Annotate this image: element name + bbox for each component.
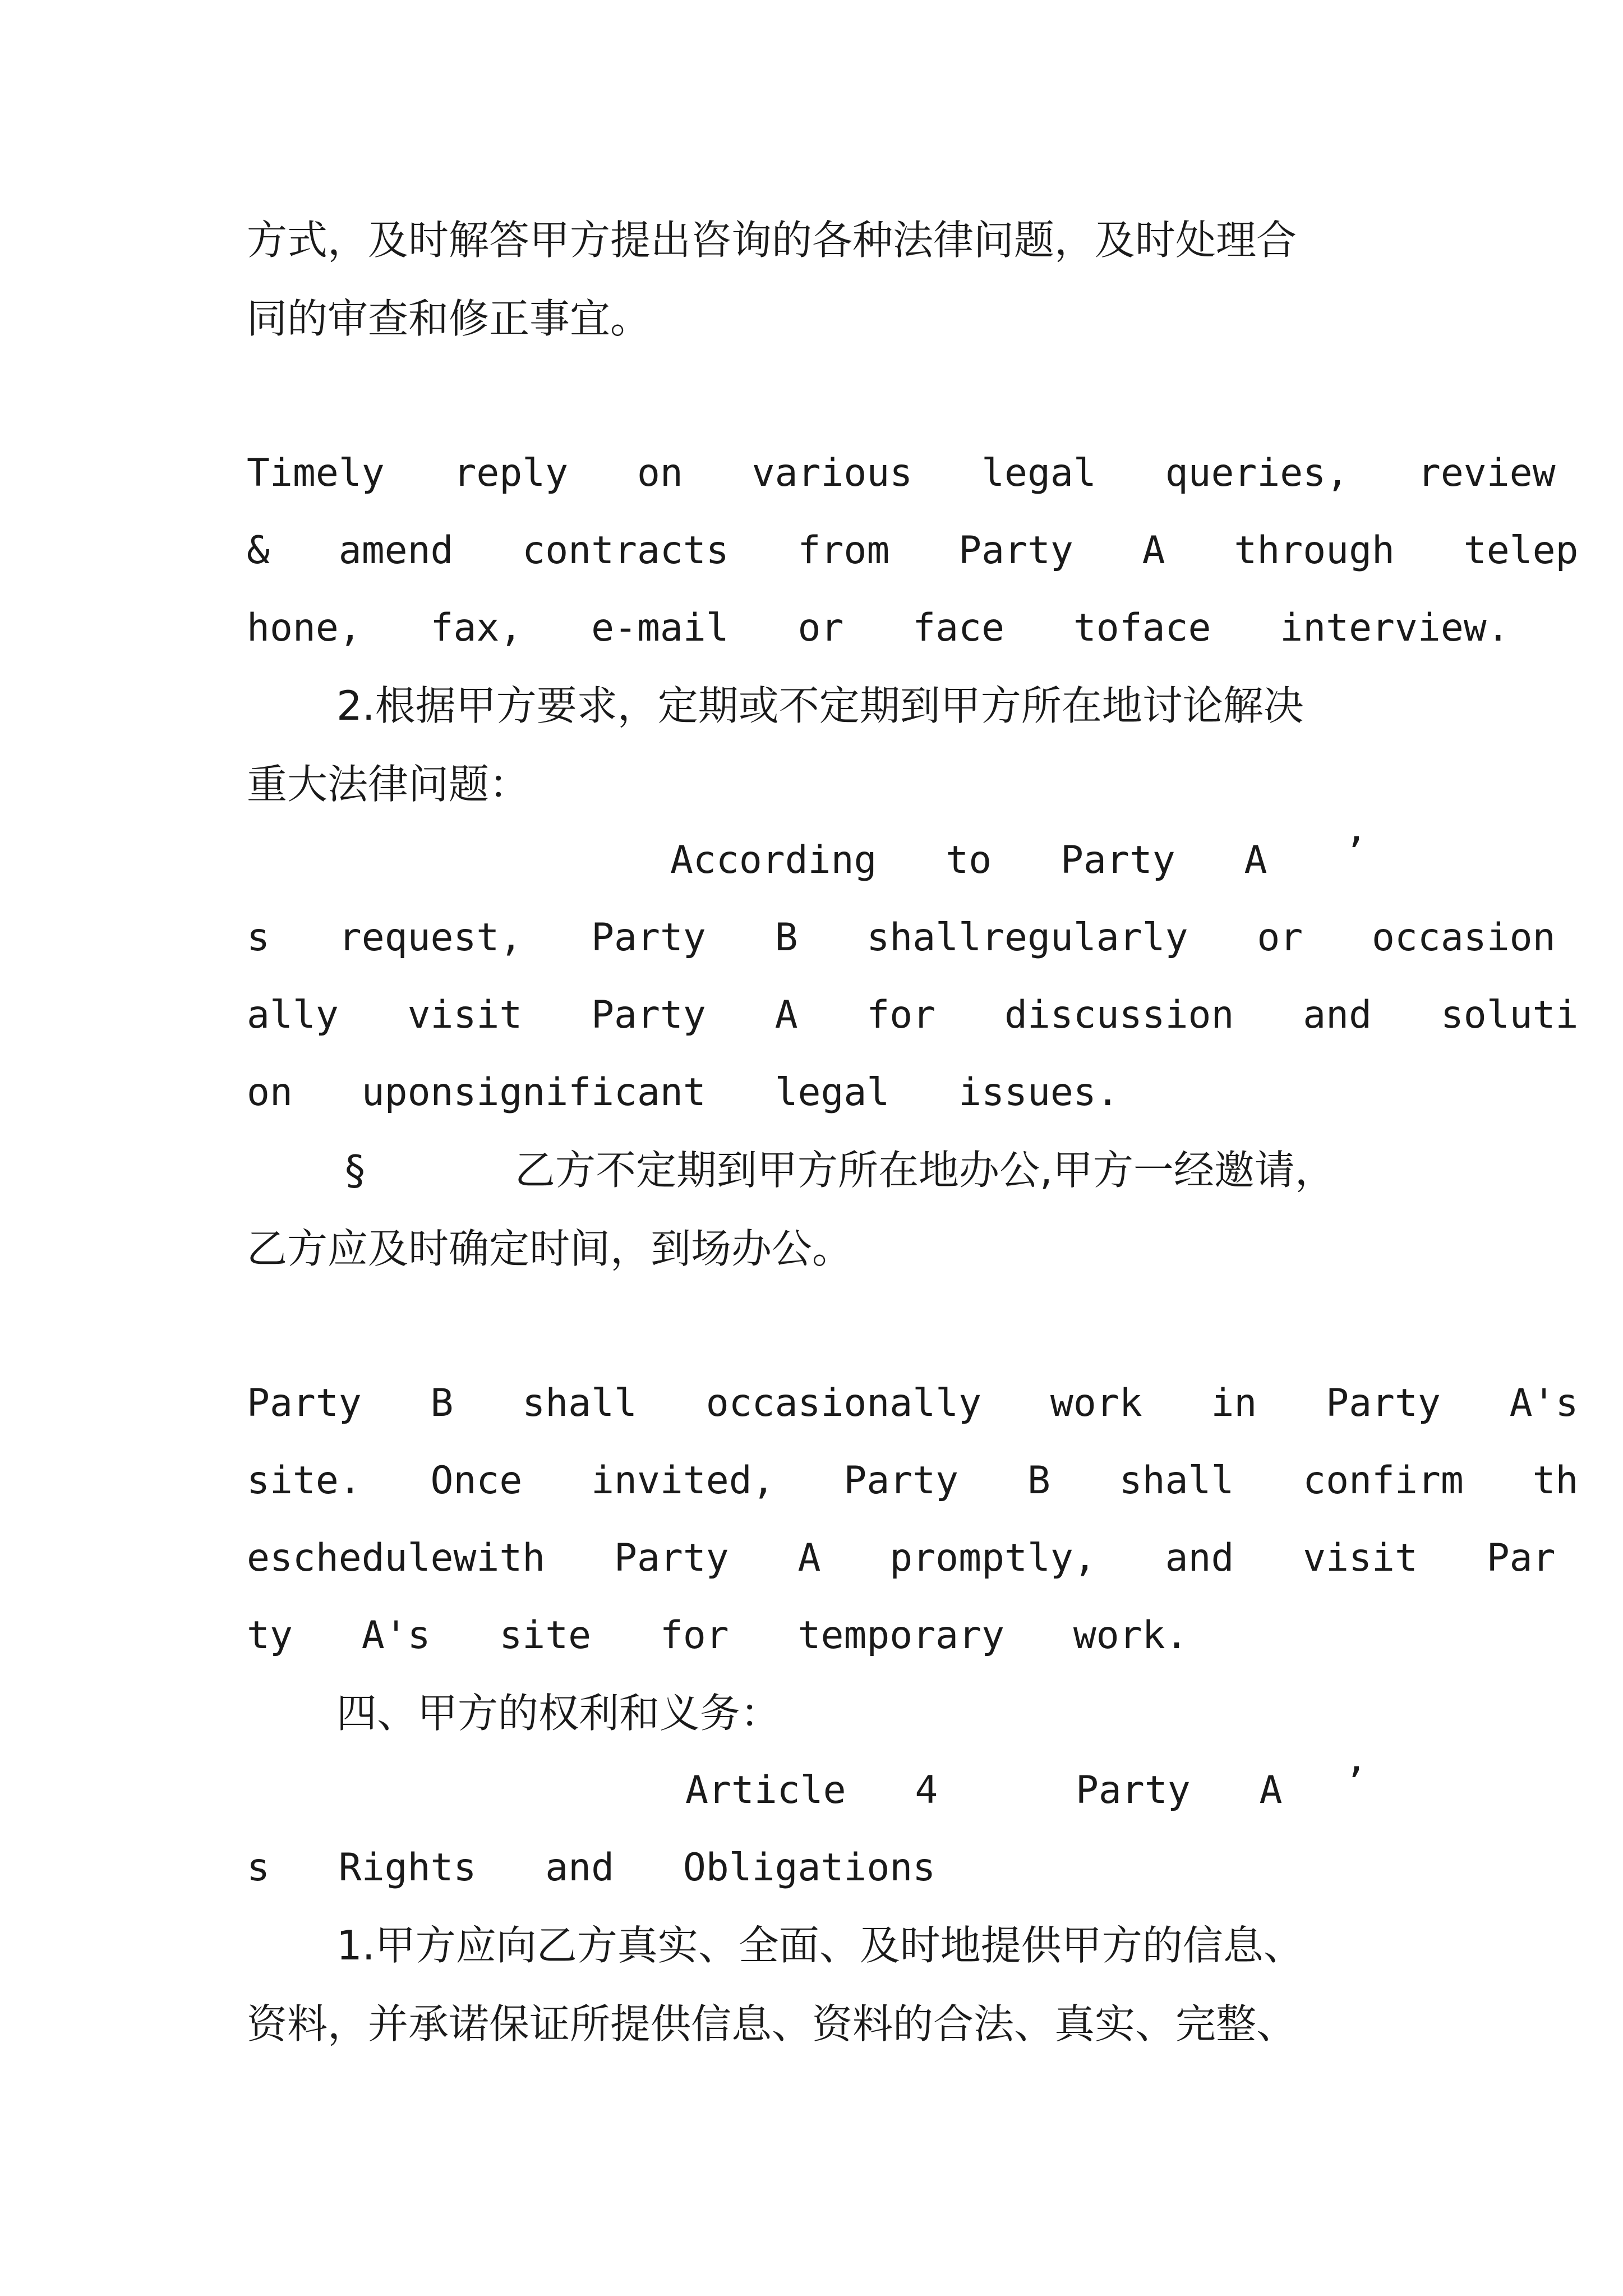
- paragraph-line: 2.根据甲方要求，定期或不定期到甲方所在地讨论解决: [336, 682, 1304, 729]
- paragraph-line: 资料，并承诺保证所提供信息、资料的合法、真实、完整、: [247, 2000, 1297, 2047]
- paragraph-line: on uponsignificant legal issues.: [247, 1070, 1119, 1115]
- paragraph-line: 同的审查和修正事宜。: [247, 295, 651, 342]
- paragraph-line: Party B shall occasionally work in Party A's: [247, 1381, 1579, 1425]
- paragraph-line: & amend contracts from Party A through telep: [247, 528, 1579, 573]
- article-heading: 四、甲方的权利和义务：: [336, 1690, 781, 1737]
- paragraph-line: s request, Party B shallregularly or occasion: [247, 915, 1556, 960]
- paragraph-line: hone, fax, e-mail or face toface interview.: [247, 606, 1510, 650]
- paragraph-line: 乙方应及时确定时间，到场办公。: [247, 1225, 853, 1272]
- paragraph-line: 方式，及时解答甲方提出咨询的各种法律问题，及时处理合: [247, 217, 1297, 264]
- apostrophe-mark: ’: [1344, 830, 1367, 875]
- paragraph-line: According to Party A: [670, 838, 1267, 882]
- paragraph-line: ally visit Party A for discussion and soluti: [247, 993, 1579, 1037]
- paragraph-line: s Rights and Obligations: [247, 1846, 936, 1890]
- paragraph-line: 1.甲方应向乙方真实、全面、及时地提供甲方的信息、: [336, 1922, 1304, 1969]
- apostrophe-mark: ’: [1344, 1760, 1367, 1805]
- paragraph-line: Article 4 Party A: [685, 1768, 1283, 1812]
- paragraph-line: Timely reply on various legal queries, review: [247, 451, 1556, 495]
- paragraph-line: 乙方不定期到甲方所在地办公,甲方一经邀请，: [515, 1147, 1335, 1194]
- paragraph-line: eschedulewith Party A promptly, and visit Par: [247, 1536, 1556, 1580]
- section-mark: §: [345, 1147, 365, 1194]
- paragraph-line: site. Once invited, Party B shall confirm th: [247, 1458, 1579, 1503]
- paragraph-line: ty A's site for temporary work.: [247, 1613, 1188, 1658]
- paragraph-line: 重大法律问题：: [247, 761, 530, 808]
